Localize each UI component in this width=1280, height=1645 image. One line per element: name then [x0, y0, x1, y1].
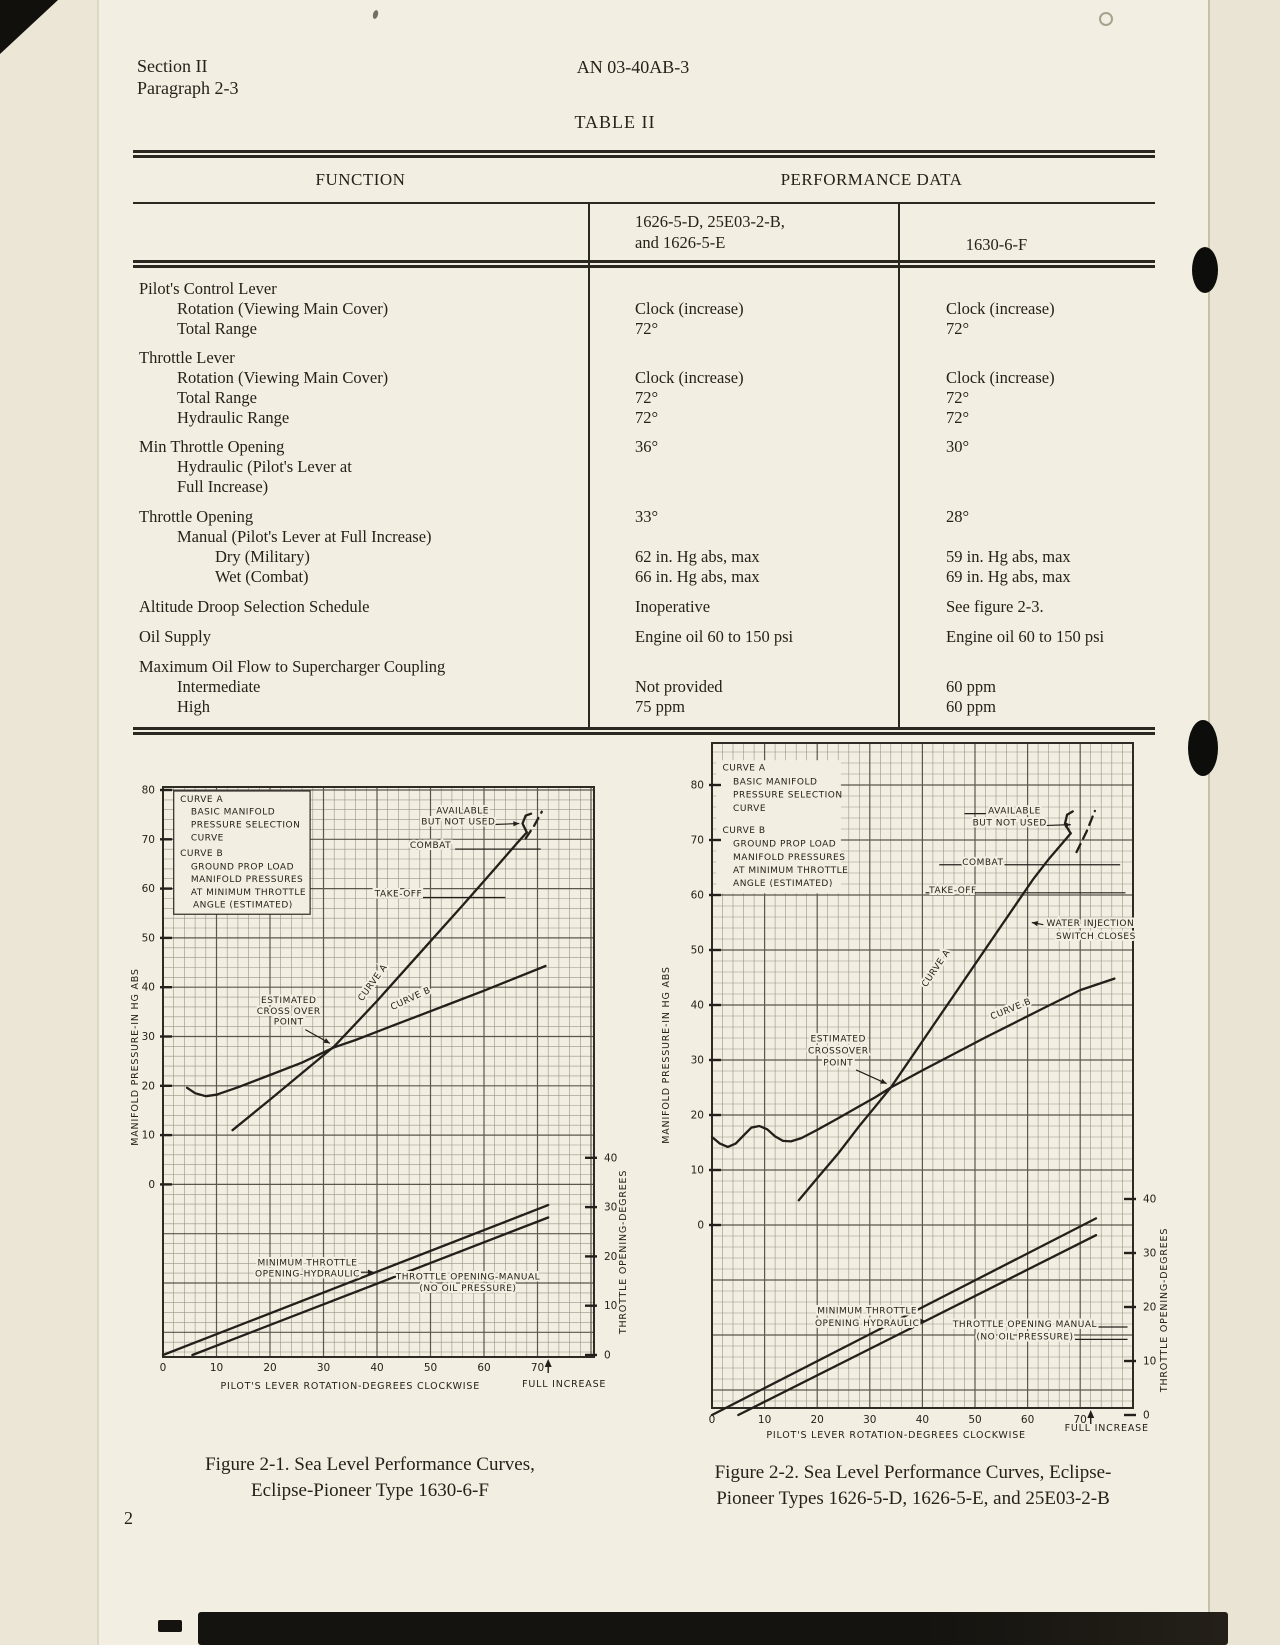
svg-text:POINT: POINT — [823, 1058, 854, 1069]
table-row — [133, 368, 1155, 388]
function-cell: Min Throttle Opening — [139, 437, 285, 456]
figure-2-1-caption: Figure 2-1. Sea Level Performance Curves, Eclipse-Pioneer Type 1630-6-F — [205, 1454, 535, 1501]
table-row — [133, 587, 1155, 617]
function-cell: Full Increase) — [177, 477, 269, 496]
svg-text:50: 50 — [423, 1362, 438, 1374]
value-cell-1626 — [588, 279, 898, 299]
function-cell: Wet (Combat) — [215, 567, 309, 586]
figure-2-2-caption: Figure 2-2. Sea Level Performance Curves, Eclipse- Pioneer Types 1626-5-D, 1626-5-E, and 25E03-2-B — [714, 1462, 1112, 1509]
value-cell-1630: 72° — [946, 319, 970, 338]
doc-number: AN 03-40AB-3 — [576, 57, 690, 77]
function-cell: Total Range — [177, 319, 257, 338]
svg-text:THROTTLE OPENING-DEGREES: THROTTLE OPENING-DEGREES — [618, 1169, 629, 1335]
svg-text:CURVE: CURVE — [190, 833, 224, 844]
value-cell-1630: Engine oil 60 to 150 psi — [946, 627, 1105, 646]
svg-text:0: 0 — [708, 1414, 716, 1426]
svg-text:AVAILABLE: AVAILABLE — [988, 806, 1041, 817]
svg-text:0: 0 — [697, 1219, 704, 1232]
value-cell-1626: Clock (increase) — [635, 368, 744, 387]
paragraph-heading: Paragraph 2-3 — [137, 78, 239, 98]
svg-text:CURVE B: CURVE B — [389, 985, 433, 1013]
table-row — [133, 647, 1155, 677]
function-cell: Throttle Lever — [139, 348, 235, 367]
value-cell-1630: Clock (increase) — [946, 368, 1055, 387]
value-cell-1630 — [898, 457, 1155, 477]
function-cell: Hydraulic (Pilot's Lever at — [177, 457, 352, 476]
svg-text:MINIMUM THROTTLE: MINIMUM THROTTLE — [817, 1306, 918, 1317]
svg-text:COMBAT: COMBAT — [409, 841, 452, 852]
svg-text:70: 70 — [141, 833, 155, 846]
value-cell-1630: 60 ppm — [946, 697, 996, 716]
scan-bottom-mark — [158, 1620, 182, 1632]
svg-text:10: 10 — [209, 1362, 224, 1374]
function-cell: Maximum Oil Flow to Supercharger Coupling — [139, 657, 446, 676]
table-row — [133, 457, 1155, 477]
table-vertical-rule — [588, 204, 590, 727]
svg-text:20: 20 — [690, 1109, 704, 1122]
table-row — [133, 617, 1155, 647]
function-cell: Rotation (Viewing Main Cover) — [177, 368, 389, 387]
svg-text:30: 30 — [690, 1054, 704, 1067]
svg-text:70: 70 — [1073, 1414, 1087, 1426]
page-number: 2 — [124, 1508, 133, 1528]
function-cell: Dry (Military) — [215, 547, 310, 566]
svg-text:ANGLE (ESTIMATED): ANGLE (ESTIMATED) — [733, 879, 833, 890]
table-row — [133, 408, 1155, 428]
scan-blob — [1192, 247, 1218, 293]
svg-text:20: 20 — [1143, 1301, 1157, 1314]
value-cell-1630 — [898, 527, 1155, 547]
svg-text:CURVE B: CURVE B — [722, 825, 766, 836]
table-row — [133, 697, 1155, 717]
svg-text:OPENING HYDRAULIC: OPENING HYDRAULIC — [814, 1318, 920, 1329]
scan-margin-seam — [97, 0, 99, 1645]
svg-text:ESTIMATED: ESTIMATED — [810, 1034, 866, 1045]
subheader-models-line2: and 1626-5-E — [635, 233, 726, 252]
value-cell-1626: Clock (increase) — [635, 299, 744, 318]
svg-text:10: 10 — [141, 1129, 155, 1142]
table-row — [133, 388, 1155, 408]
value-cell-1626: Not provided — [635, 677, 723, 696]
figure-2-1-chart — [118, 757, 666, 1417]
svg-text:BASIC MANIFOLD: BASIC MANIFOLD — [733, 777, 818, 788]
svg-text:30: 30 — [863, 1414, 877, 1426]
value-cell-1630: 72° — [946, 408, 970, 427]
scan-bottom-strip — [198, 1612, 1228, 1645]
value-cell-1626: 72° — [635, 388, 659, 407]
table-row — [133, 319, 1155, 339]
table-row — [133, 428, 1155, 457]
value-cell-1626: 66 in. Hg abs, max — [635, 567, 760, 586]
svg-text:TAKE-OFF: TAKE-OFF — [374, 889, 423, 900]
value-cell-1626 — [588, 457, 898, 477]
svg-text:(NO OIL PRESSURE): (NO OIL PRESSURE) — [976, 1332, 1074, 1343]
column-header-performance-data: PERFORMANCE DATA — [780, 170, 963, 189]
subheader-models-line1: 1626-5-D, 25E03-2-B, — [635, 212, 785, 231]
svg-text:MANIFOLD PRESSURES: MANIFOLD PRESSURES — [190, 875, 304, 886]
svg-text:CURVE B: CURVE B — [989, 997, 1033, 1023]
svg-text:FULL INCREASE: FULL INCREASE — [1064, 1423, 1149, 1434]
svg-text:AT MINIMUM THROTTLE: AT MINIMUM THROTTLE — [190, 888, 307, 899]
svg-text:50: 50 — [690, 944, 704, 957]
function-cell: Intermediate — [177, 677, 261, 696]
svg-text:40: 40 — [915, 1414, 930, 1426]
svg-text:ANGLE (ESTIMATED): ANGLE (ESTIMATED) — [192, 900, 293, 911]
subheader-models-1626 — [588, 204, 898, 260]
value-cell-1630: See figure 2-3. — [946, 597, 1044, 616]
svg-text:PILOT'S LEVER ROTATION-DEGREES: PILOT'S LEVER ROTATION-DEGREES CLOCKWISE — [766, 1430, 1026, 1441]
svg-text:MANIFOLD PRESSURE-IN HG ABS: MANIFOLD PRESSURE-IN HG ABS — [661, 966, 672, 1144]
value-cell-1626 — [588, 477, 898, 497]
table-row — [133, 567, 1155, 587]
column-header-function: FUNCTION — [315, 170, 406, 189]
svg-text:FULL INCREASE: FULL INCREASE — [522, 1379, 607, 1390]
value-cell-1626: 72° — [635, 319, 659, 338]
svg-text:40: 40 — [370, 1362, 384, 1374]
scan-speck — [1099, 12, 1113, 26]
svg-text:10: 10 — [757, 1414, 772, 1426]
svg-text:40: 40 — [1143, 1193, 1157, 1206]
svg-text:WATER INJECTION: WATER INJECTION — [1046, 918, 1135, 929]
svg-text:60: 60 — [477, 1362, 491, 1374]
value-cell-1630 — [898, 477, 1155, 497]
svg-text:0: 0 — [148, 1178, 155, 1191]
svg-text:CURVE B: CURVE B — [180, 849, 224, 860]
page-header-left — [137, 55, 238, 99]
svg-text:CURVE A: CURVE A — [356, 962, 390, 1004]
function-cell: Manual (Pilot's Lever at Full Increase) — [177, 527, 432, 546]
table-body — [133, 268, 1155, 727]
svg-text:80: 80 — [690, 779, 704, 792]
svg-text:70: 70 — [690, 834, 704, 847]
svg-text:PRESSURE SELECTION: PRESSURE SELECTION — [190, 820, 301, 831]
svg-text:60: 60 — [1020, 1414, 1035, 1426]
value-cell-1630: Clock (increase) — [946, 299, 1055, 318]
svg-text:OPENING-HYDRAULIC: OPENING-HYDRAULIC — [255, 1269, 360, 1280]
function-cell: Throttle Opening — [139, 507, 254, 526]
scan-corner-artifact — [0, 0, 58, 54]
value-cell-1630 — [898, 279, 1155, 299]
function-cell: High — [177, 697, 210, 716]
svg-text:PRESSURE SELECTION: PRESSURE SELECTION — [733, 790, 843, 801]
svg-text:AT MINIMUM THROTTLE: AT MINIMUM THROTTLE — [733, 866, 849, 876]
svg-text:10: 10 — [604, 1300, 618, 1313]
scan-speck — [372, 10, 379, 20]
table-row — [133, 275, 1155, 299]
svg-text:20: 20 — [810, 1414, 824, 1426]
value-cell-1630: 30° — [946, 437, 970, 456]
value-cell-1626 — [588, 657, 898, 677]
svg-text:THROTTLE OPENING MANUAL: THROTTLE OPENING MANUAL — [952, 1319, 1098, 1330]
table-ii — [133, 150, 1155, 735]
svg-text:MANIFOLD PRESSURE-IN HG ABS: MANIFOLD PRESSURE-IN HG ABS — [130, 968, 141, 1146]
svg-text:BUT NOT USED: BUT NOT USED — [421, 817, 496, 828]
svg-text:MINIMUM THROTTLE: MINIMUM THROTTLE — [257, 1258, 358, 1269]
svg-text:60: 60 — [141, 883, 155, 896]
svg-text:CURVE A: CURVE A — [722, 763, 766, 774]
svg-text:COMBAT: COMBAT — [962, 857, 1004, 868]
value-cell-1626: 33° — [635, 507, 659, 526]
svg-text:50: 50 — [141, 932, 155, 945]
table-row — [133, 299, 1155, 319]
svg-text:20: 20 — [141, 1080, 155, 1093]
figure-2-2-chart — [655, 725, 1223, 1460]
function-cell: Altitude Droop Selection Schedule — [139, 597, 370, 616]
svg-text:20: 20 — [604, 1250, 618, 1263]
svg-text:AVAILABLE: AVAILABLE — [436, 806, 489, 817]
table-row — [133, 339, 1155, 368]
value-cell-1626: 36° — [635, 437, 659, 456]
function-cell: Oil Supply — [139, 627, 211, 646]
value-cell-1630: 59 in. Hg abs, max — [946, 547, 1071, 566]
table-title: TABLE II — [574, 112, 656, 132]
svg-text:GROUND PROP LOAD: GROUND PROP LOAD — [190, 862, 295, 873]
value-cell-1626: 62 in. Hg abs, max — [635, 547, 760, 566]
value-cell-1630 — [898, 657, 1155, 677]
svg-text:CURVE: CURVE — [733, 803, 767, 814]
value-cell-1626 — [588, 348, 898, 368]
svg-text:30: 30 — [141, 1031, 155, 1043]
svg-text:GROUND PROP LOAD: GROUND PROP LOAD — [733, 839, 837, 850]
table-row — [133, 497, 1155, 527]
table-header-row — [133, 158, 1155, 204]
svg-text:40: 40 — [604, 1152, 618, 1165]
table-row — [133, 527, 1155, 547]
value-cell-1630: 72° — [946, 388, 970, 407]
section-heading: Section II — [137, 56, 208, 76]
value-cell-1630: 28° — [946, 507, 970, 526]
svg-text:MANIFOLD PRESSURES: MANIFOLD PRESSURES — [733, 852, 846, 863]
value-cell-1626: Engine oil 60 to 150 psi — [635, 627, 794, 646]
svg-text:CROSS OVER: CROSS OVER — [256, 1006, 321, 1017]
svg-text:30: 30 — [604, 1201, 618, 1214]
svg-text:BUT NOT USED: BUT NOT USED — [972, 818, 1047, 829]
svg-text:70: 70 — [530, 1362, 545, 1374]
svg-text:30: 30 — [316, 1362, 331, 1374]
svg-text:40: 40 — [141, 981, 155, 994]
value-cell-1630: 69 in. Hg abs, max — [946, 567, 1071, 586]
subheader-model-1630: 1630-6-F — [965, 235, 1028, 254]
value-cell-1626: Inoperative — [635, 597, 711, 616]
svg-text:THROTTLE OPENING-MANUAL: THROTTLE OPENING-MANUAL — [395, 1272, 541, 1283]
function-cell: Total Range — [177, 388, 257, 407]
svg-text:80: 80 — [141, 784, 155, 797]
svg-text:60: 60 — [690, 889, 704, 902]
scan-left-margin — [0, 0, 97, 1645]
svg-text:CROSSOVER: CROSSOVER — [807, 1046, 869, 1057]
svg-text:(NO OIL PRESSURE): (NO OIL PRESSURE) — [419, 1283, 517, 1294]
value-cell-1626: 72° — [635, 408, 659, 427]
svg-text:POINT: POINT — [273, 1017, 304, 1028]
function-cell: Rotation (Viewing Main Cover) — [177, 299, 389, 318]
svg-text:0: 0 — [159, 1362, 167, 1374]
table-subheader-row — [133, 204, 1155, 268]
svg-text:TAKE-OFF: TAKE-OFF — [929, 885, 977, 896]
svg-text:ESTIMATED: ESTIMATED — [261, 995, 317, 1006]
svg-text:SWITCH CLOSES: SWITCH CLOSES — [1056, 932, 1136, 942]
svg-text:10: 10 — [690, 1164, 704, 1177]
svg-text:40: 40 — [690, 999, 704, 1012]
table-vertical-rule — [898, 204, 900, 727]
table-row — [133, 677, 1155, 697]
table-row — [133, 547, 1155, 567]
svg-text:30: 30 — [1143, 1247, 1157, 1260]
svg-text:CURVE A: CURVE A — [920, 948, 953, 990]
svg-text:20: 20 — [263, 1362, 277, 1374]
svg-text:0: 0 — [1143, 1409, 1150, 1422]
subheader-empty-cell — [133, 204, 588, 260]
value-cell-1630: 60 ppm — [946, 677, 996, 696]
function-cell: Hydraulic Range — [177, 408, 290, 427]
svg-text:BASIC MANIFOLD: BASIC MANIFOLD — [190, 807, 276, 818]
svg-text:10: 10 — [1143, 1355, 1157, 1368]
svg-text:PILOT'S LEVER ROTATION-DEGREES: PILOT'S LEVER ROTATION-DEGREES CLOCKWISE — [220, 1381, 481, 1392]
value-cell-1630 — [898, 348, 1155, 368]
svg-text:CURVE A: CURVE A — [180, 794, 224, 805]
value-cell-1626 — [588, 527, 898, 547]
svg-text:50: 50 — [968, 1414, 982, 1426]
value-cell-1626: 75 ppm — [635, 697, 685, 716]
table-row — [133, 477, 1155, 497]
svg-text:THROTTLE OPENING-DEGREES: THROTTLE OPENING-DEGREES — [1159, 1227, 1170, 1393]
function-cell: Pilot's Control Lever — [139, 279, 277, 298]
svg-text:0: 0 — [604, 1349, 611, 1362]
